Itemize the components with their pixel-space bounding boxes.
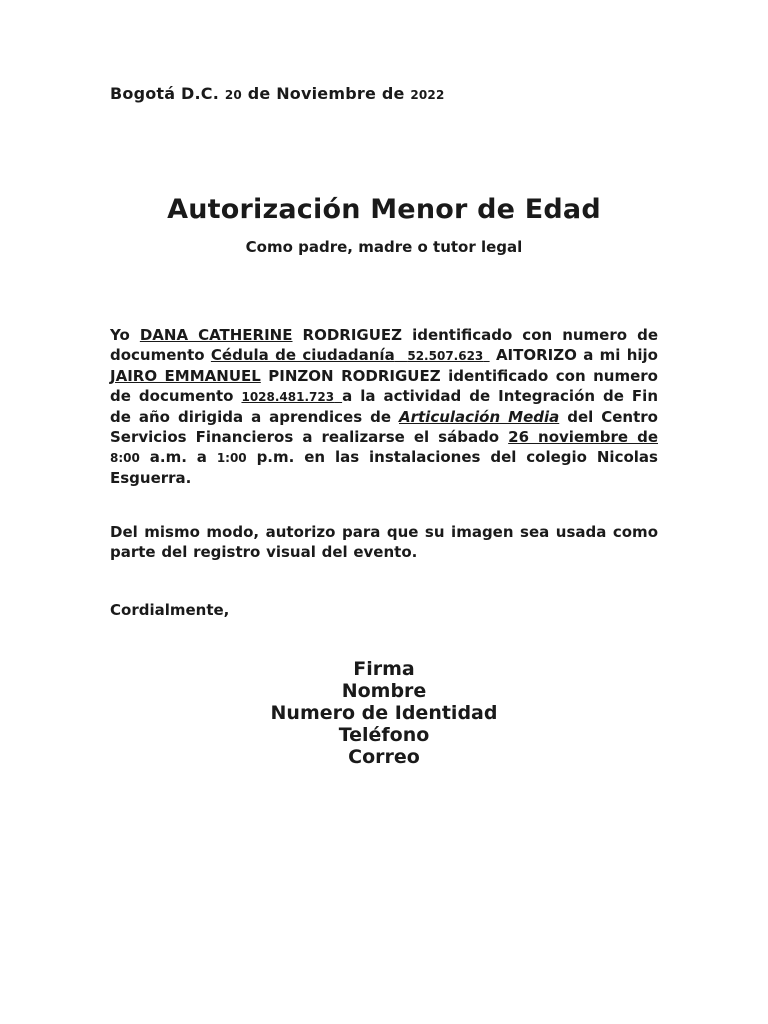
signature-telefono: Teléfono	[338, 724, 430, 746]
guardian-document-number: 52.507.623	[407, 349, 484, 363]
signature-firma: Firma	[353, 658, 415, 680]
p1-text-7: a.m. a	[149, 448, 207, 466]
dateline	[110, 84, 445, 103]
p1-text-1: Yo	[110, 326, 130, 344]
program-name: Articulación Media	[399, 408, 560, 426]
authorization-paragraph	[110, 325, 658, 488]
closing: Cordialmente,	[110, 601, 230, 619]
document-type: Cédula de ciudadanía	[210, 346, 395, 364]
dateline-day: 20	[224, 88, 242, 102]
start-time: 8:00	[110, 451, 140, 465]
p1-text-4: identificado con numero de documento	[110, 367, 658, 405]
event-date: 26 noviembre de	[508, 428, 658, 446]
p1-text-3: AITORIZO a mi hijo	[495, 346, 658, 364]
p1-text-2: identificado con numero de documento	[110, 326, 658, 364]
signature-correo: Correo	[348, 746, 420, 768]
dateline-de-1: de	[247, 84, 271, 103]
signature-nombre: Nombre	[341, 680, 427, 702]
p1-text-8: p.m. en las instalaciones del colegio Nicolas Esguerra.	[110, 448, 658, 487]
end-time: 1:00	[216, 451, 247, 465]
image-consent-paragraph: Del mismo modo, autorizo para que su imagen sea usada como parte del registro visual del evento.	[110, 523, 658, 561]
dateline-city: Bogotá D.C.	[110, 84, 220, 103]
signature-block	[0, 658, 768, 768]
child-document-number: 1028.481.723	[241, 390, 335, 404]
signature-identidad: Numero de Identidad	[270, 702, 498, 724]
dateline-year: 2022	[410, 88, 445, 102]
document-title: Autorización Menor de Edad	[167, 194, 601, 225]
p1-text-6: del Centro Servicios Financieros a realizarse el sábado	[110, 408, 658, 446]
child-last-name: PINZON RODRIGUEZ	[268, 367, 441, 385]
child-first-name: JAIRO EMMANUEL	[110, 367, 261, 385]
dateline-de-2: de	[381, 84, 405, 103]
document-subtitle: Como padre, madre o tutor legal	[245, 238, 523, 256]
p1-text-5: a la actividad de Integración de Fin de año dirigida a aprendices de	[110, 387, 659, 426]
dateline-month: Noviembre	[276, 84, 377, 103]
guardian-first-name: DANA CATHERINE	[139, 326, 293, 344]
guardian-last-name: RODRIGUEZ	[302, 326, 403, 344]
